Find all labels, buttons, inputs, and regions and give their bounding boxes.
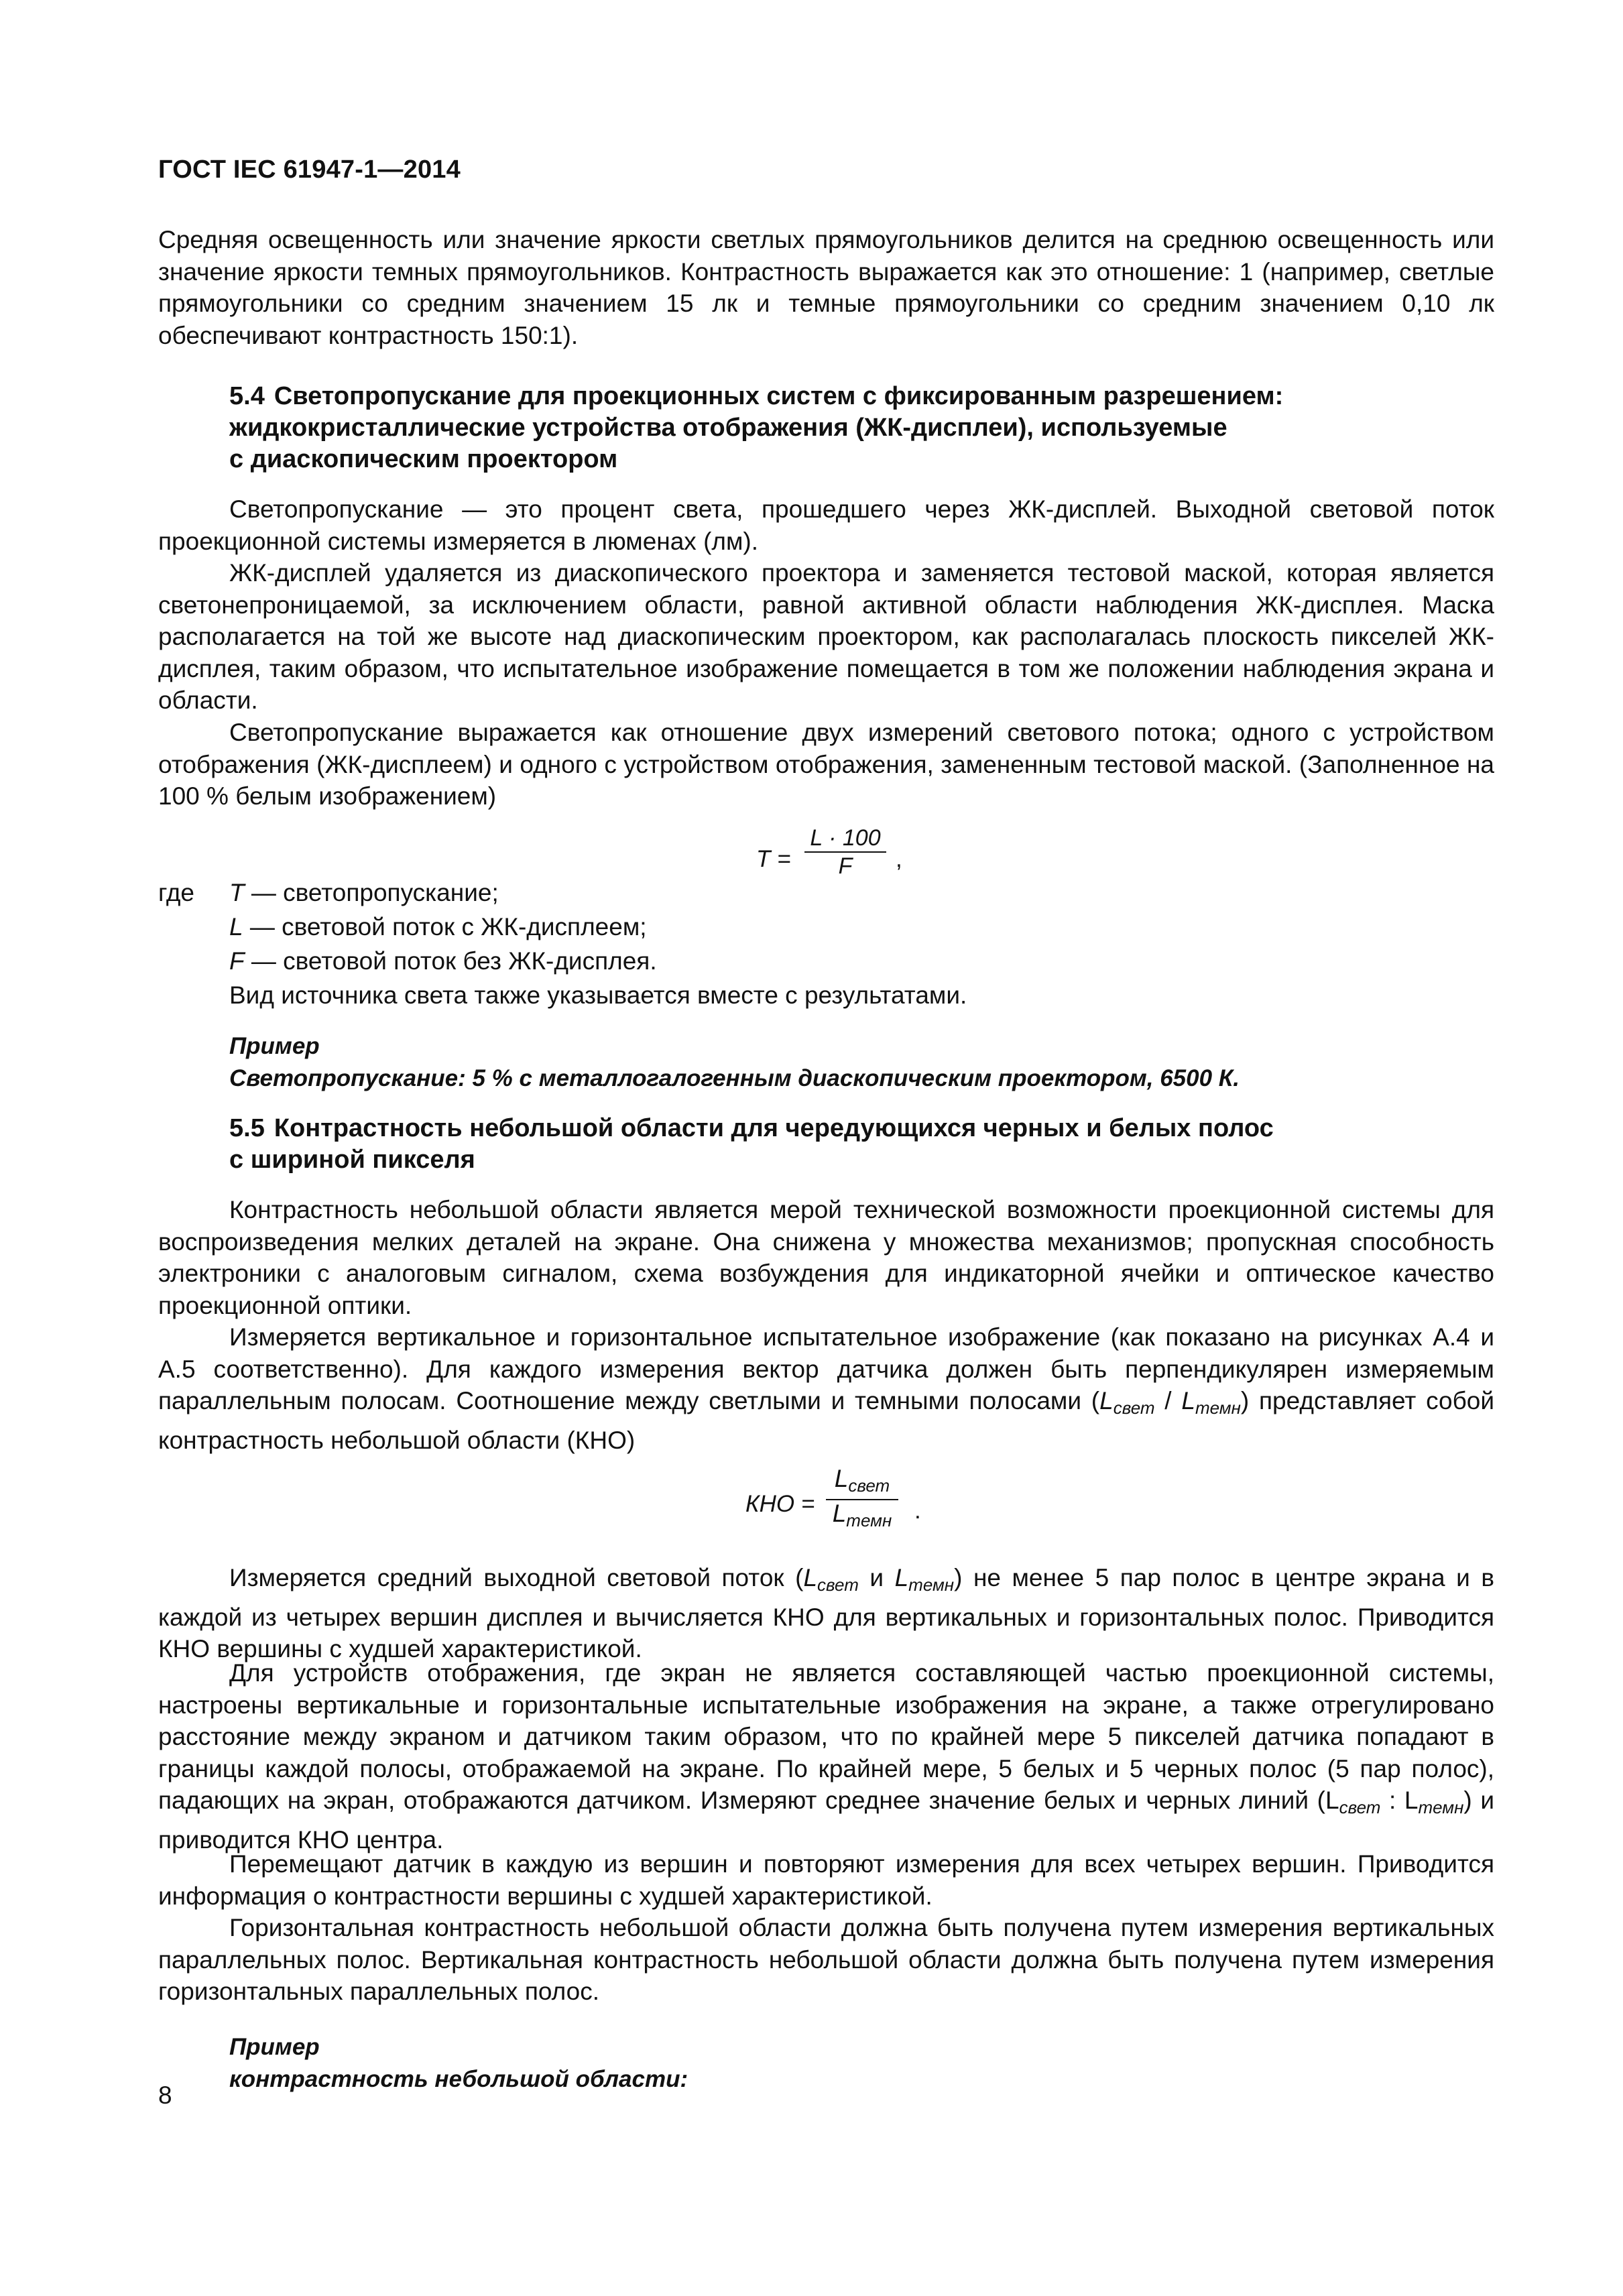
where-word: где bbox=[158, 879, 195, 906]
intro-paragraph: Средняя освещенность или значение яркости светлых прямоугольников делится на среднюю освещенность или значение яркости темных прямоугольников. Контрастность выражается как это отношение: 1 (например, светлые прямоугольники со средним значением 15 лк и темные прямоугольники со средним значением 0,10 лк обеспечивают контрастность 150:1). bbox=[158, 226, 1494, 349]
example-label: Пример bbox=[229, 2034, 320, 2060]
symbol-description: световой поток без ЖК-дисплея. bbox=[283, 947, 657, 975]
formula-denominator: $L_{темн}$ bbox=[832, 1500, 892, 1530]
paragraph: Перемещают датчик в каждую из вершин и повторяют измерения для всех четырех вершин. Приводится информация о контрастности вершины с худшей характеристикой. bbox=[158, 1850, 1494, 1910]
example-block bbox=[229, 2031, 688, 2095]
dash: — bbox=[251, 947, 276, 975]
paragraph: Измеряется вертикальное и горизонтальное испытательное изображение (как показано на рисунках А.4 и А.5 соответственно). Для каждого измерения вектор датчика должен быть перпендикулярен измеряемым параллельным полосам. Соотношение между светлыми и темными полосами $(L_{свет} / L_{темн})$ представляет собой контрастность небольшой области (КНО) bbox=[158, 1323, 1495, 1454]
section-5-4-heading bbox=[229, 381, 1469, 475]
section-5-5-heading bbox=[229, 1113, 1469, 1176]
example-label: Пример bbox=[229, 1033, 320, 1059]
dash: — bbox=[251, 879, 276, 906]
formula-numerator: $L_{свет}$ bbox=[834, 1465, 890, 1496]
list-item bbox=[229, 910, 967, 944]
symbol-list bbox=[229, 875, 967, 1012]
section-number: 5.4 bbox=[229, 382, 265, 410]
section-title-line: Светопропускание для проекционных систем с фиксированным разрешением: bbox=[274, 382, 1284, 410]
document-header: ГОСТ IEC 61947-1—2014 bbox=[158, 156, 461, 184]
page-number: 8 bbox=[158, 2081, 172, 2109]
paragraph: Светопропускание — это процент света, прошедшего через ЖК-дисплей. Выходной световой поток проекционной системы измеряется в люменах (лм). bbox=[158, 495, 1494, 555]
dash: — bbox=[249, 913, 275, 941]
formula-fraction bbox=[804, 825, 886, 880]
formula-fraction bbox=[826, 1465, 898, 1534]
symbol-description: светопропускание; bbox=[283, 879, 499, 906]
section-title-line: с диаскопическим проектором bbox=[229, 445, 618, 473]
symbol: T bbox=[229, 879, 245, 906]
section-title-line: жидкокристаллические устройства отображения (ЖК-дисплеи), используемые bbox=[229, 414, 1227, 442]
section-number: 5.5 bbox=[229, 1114, 265, 1142]
paragraph: ЖК-дисплей удаляется из диаскопического проектора и заменяется тестовой маской, которая является светонепроницаемой, за исключением области, равной активной области наблюдения ЖК-дисплея. Маска располагается на той же высоте над диаскопическим проектором, как располагалась плоскость пикселей ЖК-дисплея, таким образом, что испытательное изображение помещается в том же положении наблюдения экрана и области. bbox=[158, 559, 1494, 714]
paragraph: Светопропускание выражается как отношение двух измерений светового потока; одного с устройством отображения (ЖК-дисплеем) и одного с устройством отображения, замененным тестовой маской. (Заполненное на 100 % белым изображением) bbox=[158, 719, 1494, 810]
symbol: L bbox=[229, 913, 243, 941]
section-title-line: с шириной пикселя bbox=[229, 1146, 475, 1174]
formula-numerator: L · 100 bbox=[810, 825, 881, 851]
paragraph: Для устройств отображения, где экран не является составляющей частью проекционной системы, настроены вертикальные и горизонтальные испытательные изображения на экране, а также отрегулировано расстояние между экраном и датчиком таким образом, что по крайней мере 5 пикселей датчика попадают в границы каждой полосы, отображаемой на экране. По крайней мере, 5 белых и 5 черных полос (5 пар полос), падающих на экран, отображаются датчиком. Измеряют среднее значение белых и черных линий ($L_{свет}$ : $L_{темн}$) и приводится КНО центра. bbox=[158, 1659, 1494, 1854]
formula-denominator: F bbox=[838, 853, 853, 879]
paragraph: Горизонтальная контрастность небольшой области должна быть получена путем измерения вертикальных параллельных полос. Вертикальная контрастность небольшой области должна быть получена путем измерения горизонтальных параллельных полос. bbox=[158, 1914, 1494, 2005]
example-text: Светопропускание: 5 % с металлогалогенным диаскопическим проектором, 6500 К. bbox=[229, 1065, 1240, 1091]
section-title-line: Контрастность небольшой области для чередующихся черных и белых полос bbox=[274, 1114, 1274, 1142]
example-text: контрастность небольшой области: bbox=[229, 2065, 688, 2092]
formula-lhs: T = bbox=[756, 846, 791, 872]
formula-tail: . bbox=[914, 1498, 921, 1524]
example-block bbox=[229, 1030, 1240, 1094]
paragraph: Измеряется средний выходной световой поток ($L_{свет}$ и $L_{темн}$) не менее 5 пар полос в центре экрана и в каждой из четырех вершин дисплея и вычисляется КНО для вертикальных и горизонтальных полос. Приводится КНО вершины с худшей характеристикой. bbox=[158, 1564, 1494, 1663]
formula-lhs: КНО = bbox=[745, 1491, 815, 1517]
formula-tail: , bbox=[896, 846, 902, 872]
note: Вид источника света также указывается вместе с результатами. bbox=[229, 981, 967, 1009]
paragraph: Контрастность небольшой области является мерой технической возможности проекционной системы для воспроизведения мелких деталей на экране. Она снижена у множества механизмов; пропускная способность электроники с аналоговым сигналом, схема возбуждения для индикаторной ячейки и оптическое качество проекционной оптики. bbox=[158, 1196, 1494, 1319]
list-item bbox=[229, 875, 967, 910]
list-item bbox=[229, 944, 967, 978]
symbol-description: световой поток с ЖК-дисплеем; bbox=[282, 913, 647, 941]
symbol: F bbox=[229, 947, 245, 975]
